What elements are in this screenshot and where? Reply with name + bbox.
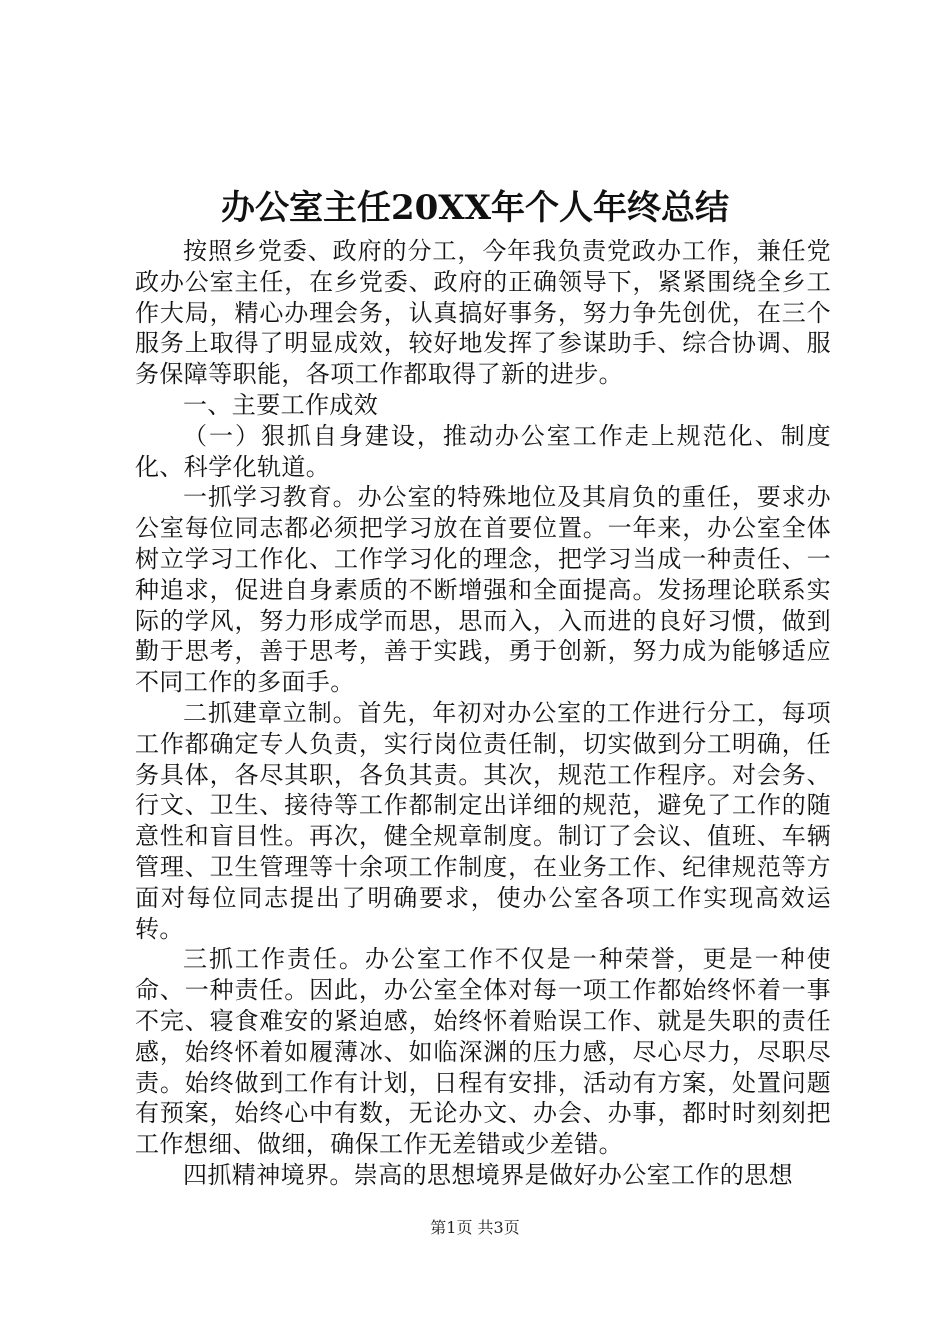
page-number: 第1页 共3页: [430, 1218, 520, 1237]
spirit-paragraph: 四抓精神境界。崇高的思想境界是做好办公室工作的思想: [183, 1160, 793, 1189]
study-education-paragraph: 一抓学习教育。办公室的特殊地位及其肩负的重任，要求办公室每位同志都必须把学习放在首要位置。一年来，办公室全体树立学习工作化、工作学习化的理念，把学习当成一种责任、一种追求，促进自身素质的不断增强和全面提高。发扬理论联系实际的学风，努力形成学而思，思而入，入而进的良好习惯，做到勤于思考，善于思考，善于实践，勇于创新，努力成为能够适应不同工作的多面手。: [135, 483, 831, 697]
work-responsibility-paragraph: 三抓工作责任。办公室工作不仅是一种荣誉，更是一种使命、一种责任。因此，办公室全体对每一项工作都始终怀着一事不完、寝食难安的紧迫感，始终怀着贻误工作、就是失职的责任感，始终怀着如履薄冰、如临深渊的压力感，尽心尽力，尽职尽责。始终做到工作有计划，日程有安排，活动有方案，处置问题有预案，始终心中有数，无论办文、办会、办事，都时时刻刻把工作想细、做细，确保工作无差错或少差错。: [135, 945, 831, 1159]
rules-system-paragraph: 二抓建章立制。首先，年初对办公室的工作进行分工，每项工作都确定专人负责，实行岗位责任制，切实做到分工明确，任务具体，各尽其职，各负其责。其次，规范工作程序。对会务、行文、卫生、接待等工作都制定出详细的规范，避免了工作的随意性和盲目性。再次，健全规章制度。制订了会议、值班、车辆管理、卫生管理等十余项工作制度，在业务工作、纪律规范等方面对每位同志提出了明确要求，使办公室各项工作实现高效运转。: [135, 698, 831, 943]
document-title: 办公室主任20XX年个人年终总结: [220, 188, 730, 228]
document-body: [135, 236, 831, 1191]
section-heading: 一、主要工作成效: [183, 390, 379, 419]
intro-paragraph: 按照乡党委、政府的分工，今年我负责党政办工作，兼任党政办公室主任，在乡党委、政府的正确领导下，紧紧围绕全乡工作大局，精心办理会务，认真搞好事务，努力争先创优，在三个服务上取得了明显成效，较好地发挥了参谋助手、综合协调、服务保障等职能，各项工作都取得了新的进步。: [135, 237, 831, 389]
subsection-heading: （一）狠抓自身建设，推动办公室工作走上规范化、制度化、科学化轨道。: [135, 421, 831, 481]
